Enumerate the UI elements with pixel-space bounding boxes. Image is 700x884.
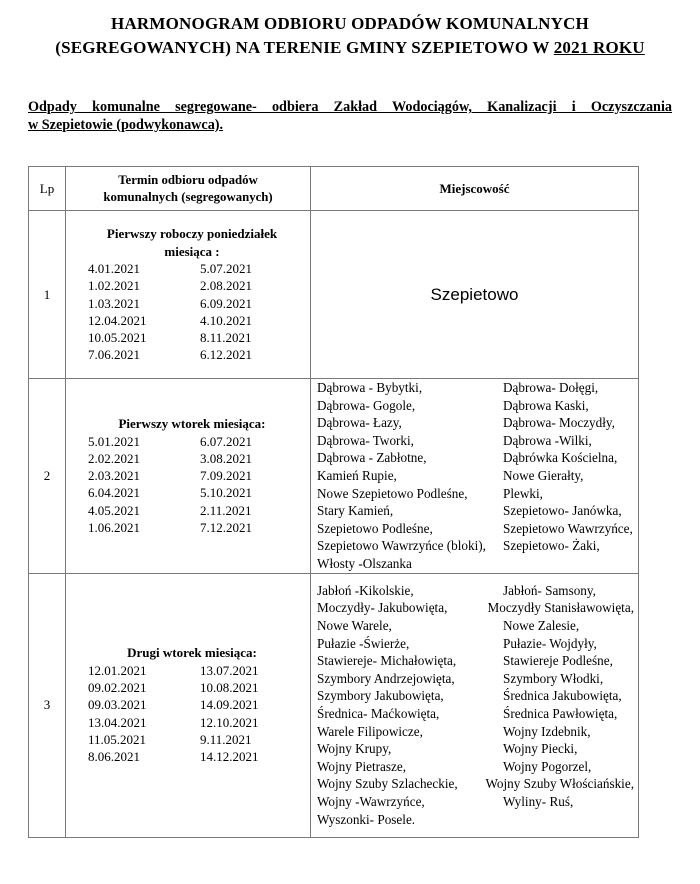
date: 1.02.2021 <box>88 278 140 294</box>
list-item <box>317 687 634 705</box>
list-item <box>317 414 634 432</box>
row-number: 3 <box>29 573 66 837</box>
town-name: Szepietowo- Janówka, <box>503 503 622 519</box>
date-row <box>84 662 300 679</box>
town-name: Wojny -Wawrzyńce, <box>317 794 425 809</box>
list-item <box>317 599 634 617</box>
date: 6.12.2021 <box>200 347 252 363</box>
list-item <box>317 397 634 415</box>
town-name: Wyliny- Ruś, <box>503 794 574 809</box>
list-item <box>317 582 634 600</box>
date-row <box>84 277 300 294</box>
date-row <box>84 329 300 346</box>
town-name: Dąbrowa- Moczydły, <box>503 415 615 431</box>
town-name: Wojny Pogorzel, <box>503 758 592 774</box>
date-row <box>84 433 300 450</box>
date: 5.01.2021 <box>88 433 140 449</box>
date: 10.08.2021 <box>200 680 259 696</box>
list-item <box>317 555 634 573</box>
list-item <box>317 635 634 653</box>
date: 8.11.2021 <box>200 330 252 346</box>
date: 12.04.2021 <box>88 312 147 328</box>
list-item <box>317 811 634 829</box>
town-name: Stawiereje- Michałowięta, <box>317 653 457 669</box>
location-cell: Szepietowo <box>311 211 639 379</box>
date-row <box>84 731 300 748</box>
table-row <box>29 573 639 837</box>
term-cell <box>66 379 311 574</box>
date: 1.06.2021 <box>88 520 140 535</box>
header-term-line-1: Termin odbioru odpadów <box>118 172 258 187</box>
list-item <box>317 670 634 688</box>
date-row <box>84 519 300 536</box>
town-list <box>311 582 638 828</box>
location-cell <box>311 573 639 837</box>
date: 5.10.2021 <box>200 485 252 501</box>
date: 4.01.2021 <box>88 260 140 276</box>
town-name: Szymbory Włodki, <box>503 670 604 686</box>
date: 7.06.2021 <box>88 347 140 363</box>
date: 4.10.2021 <box>200 312 252 328</box>
list-item <box>317 432 634 450</box>
date: 2.03.2021 <box>88 468 140 484</box>
town-name: Średnica Pawłowięta, <box>503 706 618 722</box>
list-item <box>317 502 634 520</box>
town-name: Pułazie- Wojdyły, <box>503 635 597 651</box>
document-title-line-1: HARMONOGRAM ODBIORU ODPADÓW KOMUNALNYCH <box>111 14 589 33</box>
date: 09.03.2021 <box>88 697 147 713</box>
town-name: Plewki, <box>503 485 543 501</box>
list-item <box>317 705 634 723</box>
subtitle-line-2: w Szepietowie (podwykonawca). <box>28 117 224 133</box>
town-name: Dąbrowa -Wilki, <box>503 432 592 448</box>
town-name: Kamień Rupie, <box>317 467 397 483</box>
row-number: 2 <box>29 379 66 574</box>
term-title: Drugi wtorek miesiąca: <box>127 645 257 661</box>
date: 5.07.2021 <box>200 260 252 276</box>
town-name: Wyszonki- Posele. <box>317 811 416 827</box>
header-term <box>66 167 311 211</box>
town-name: Dąbrowa- Dołęgi, <box>503 380 599 395</box>
town-name: Nowe Warele, <box>317 618 392 634</box>
date: 3.08.2021 <box>200 450 252 466</box>
town-name: Wojny Krupy, <box>317 741 392 757</box>
date: 4.05.2021 <box>88 502 140 518</box>
list-item <box>317 740 634 758</box>
town-name: Nowe Zalesie, <box>503 618 580 634</box>
date-row <box>84 450 300 467</box>
town-name: Nowe Szepietowo Podleśne, <box>317 485 468 501</box>
town-name: Stary Kamień, <box>317 503 394 519</box>
term-title <box>84 225 300 260</box>
term-title-line-1: Pierwszy roboczy poniedziałek <box>106 226 278 242</box>
list-item <box>317 758 634 776</box>
date: 9.11.2021 <box>200 731 252 747</box>
town-name: Dąbrówka Kościelna, <box>503 450 618 466</box>
document-title-line-2 <box>0 38 700 58</box>
title-line-2-text: (SEGREGOWANYCH) NA TERENIE GMINY SZEPIETOWO W <box>55 38 554 57</box>
list-item <box>317 775 634 793</box>
town-name: Włosty -Olszanka <box>317 555 412 571</box>
town-name: Wojny Pietrasze, <box>317 758 407 774</box>
date: 10.05.2021 <box>88 330 147 346</box>
town-name: Szymbory Jakubowięta, <box>317 688 444 704</box>
date: 14.12.2021 <box>200 749 259 765</box>
town-name: Moczydły Stanisławowięta, <box>487 600 634 616</box>
table-header-row <box>29 167 639 211</box>
date-row <box>84 679 300 696</box>
title-year: 2021 ROKU <box>553 38 645 57</box>
date: 6.09.2021 <box>200 295 252 311</box>
town-name: Szepietowo Wawrzyńce, <box>503 520 633 536</box>
date: 12.01.2021 <box>88 662 147 678</box>
town-name: Pułazie -Świerże, <box>317 635 410 651</box>
list-item <box>317 449 634 467</box>
town-name: Szepietowo Wawrzyńce (bloki), <box>317 538 486 554</box>
town-name: Moczydły- Jakubowięta, <box>317 600 448 616</box>
table-row <box>29 211 639 379</box>
table-row <box>29 379 639 574</box>
list-item <box>317 467 634 485</box>
list-item <box>317 520 634 538</box>
town-name: Średnica Jakubowięta, <box>503 688 622 704</box>
term-cell <box>66 573 311 837</box>
list-item <box>317 379 634 397</box>
date-row <box>84 714 300 731</box>
town-name: Dąbrowa Kaski, <box>503 397 589 413</box>
town-name: Szepietowo Podleśne, <box>317 520 433 536</box>
date-row <box>84 346 300 363</box>
date-row <box>84 312 300 329</box>
town-name: Średnica- Maćkowięta, <box>317 706 440 722</box>
town-name <box>503 555 634 573</box>
date-row <box>84 260 300 277</box>
header-lp: Lp <box>29 167 66 211</box>
town-name: Warele Filipowicze, <box>317 723 423 739</box>
list-item <box>317 723 634 741</box>
term-title-line-2: miesiąca : <box>164 243 220 259</box>
date: 7.12.2021 <box>200 520 252 535</box>
date: 14.09.2021 <box>200 697 259 713</box>
town-name: Szymbory Andrzejowięta, <box>317 670 455 686</box>
list-item <box>317 485 634 503</box>
list-item <box>317 617 634 635</box>
town-name: Jabłoń- Samsony, <box>503 582 596 598</box>
town-name: Nowe Gierałty, <box>503 467 584 483</box>
location-cell <box>311 379 639 574</box>
date: 2.08.2021 <box>200 278 252 294</box>
date: 13.04.2021 <box>88 714 147 730</box>
town-name: Dąbrowa - Zabłotne, <box>317 450 427 466</box>
date: 1.03.2021 <box>88 295 140 311</box>
town-name: Jabłoń -Kikolskie, <box>317 582 414 598</box>
town-name: Wojny Szuby Włościańskie, <box>485 776 634 792</box>
date: 6.07.2021 <box>200 433 252 449</box>
date: 12.10.2021 <box>200 714 259 730</box>
date: 7.09.2021 <box>200 468 252 484</box>
date: 11.05.2021 <box>88 731 147 747</box>
date: 2.02.2021 <box>88 450 140 466</box>
town-name: Dąbrowa- Gogole, <box>317 397 416 413</box>
town-name: Wojny Izdebnik, <box>503 723 591 739</box>
schedule-table <box>28 166 639 838</box>
date: 6.04.2021 <box>88 485 140 501</box>
term-cell <box>66 211 311 379</box>
town-name: Stawiereje Podleśne, <box>503 653 613 669</box>
header-location: Miejscowość <box>311 167 639 211</box>
town-name: Wojny Szuby Szlacheckie, <box>317 776 458 792</box>
list-item <box>317 537 634 555</box>
list-item <box>317 793 634 811</box>
town-name: Dąbrowa- Łazy, <box>317 415 402 431</box>
date-row <box>84 467 300 484</box>
town-name: Szepietowo- Żaki, <box>503 538 600 554</box>
date: 8.06.2021 <box>88 749 140 765</box>
date-row <box>84 748 300 765</box>
date: 09.02.2021 <box>88 680 147 696</box>
date-row <box>84 484 300 501</box>
date-row <box>84 696 300 713</box>
town-list <box>311 379 638 573</box>
town-name: Dąbrowa- Tworki, <box>317 432 414 448</box>
header-term-line-2: komunalnych (segregowanych) <box>103 189 273 204</box>
town-name <box>503 811 634 829</box>
date-row <box>84 502 300 519</box>
date: 13.07.2021 <box>200 662 259 678</box>
date-row <box>84 295 300 312</box>
date: 2.11.2021 <box>200 502 252 518</box>
town-name: Wojny Piecki, <box>503 741 578 757</box>
subtitle-line-1: Odpady komunalne segregowane- odbiera Zakład Wodociągów, Kanalizacji i Oczyszczania <box>28 99 672 115</box>
row-number: 1 <box>29 211 66 379</box>
town-name: Dąbrowa - Bybytki, <box>317 380 423 395</box>
term-title: Pierwszy wtorek miesiąca: <box>118 416 266 432</box>
list-item <box>317 652 634 670</box>
